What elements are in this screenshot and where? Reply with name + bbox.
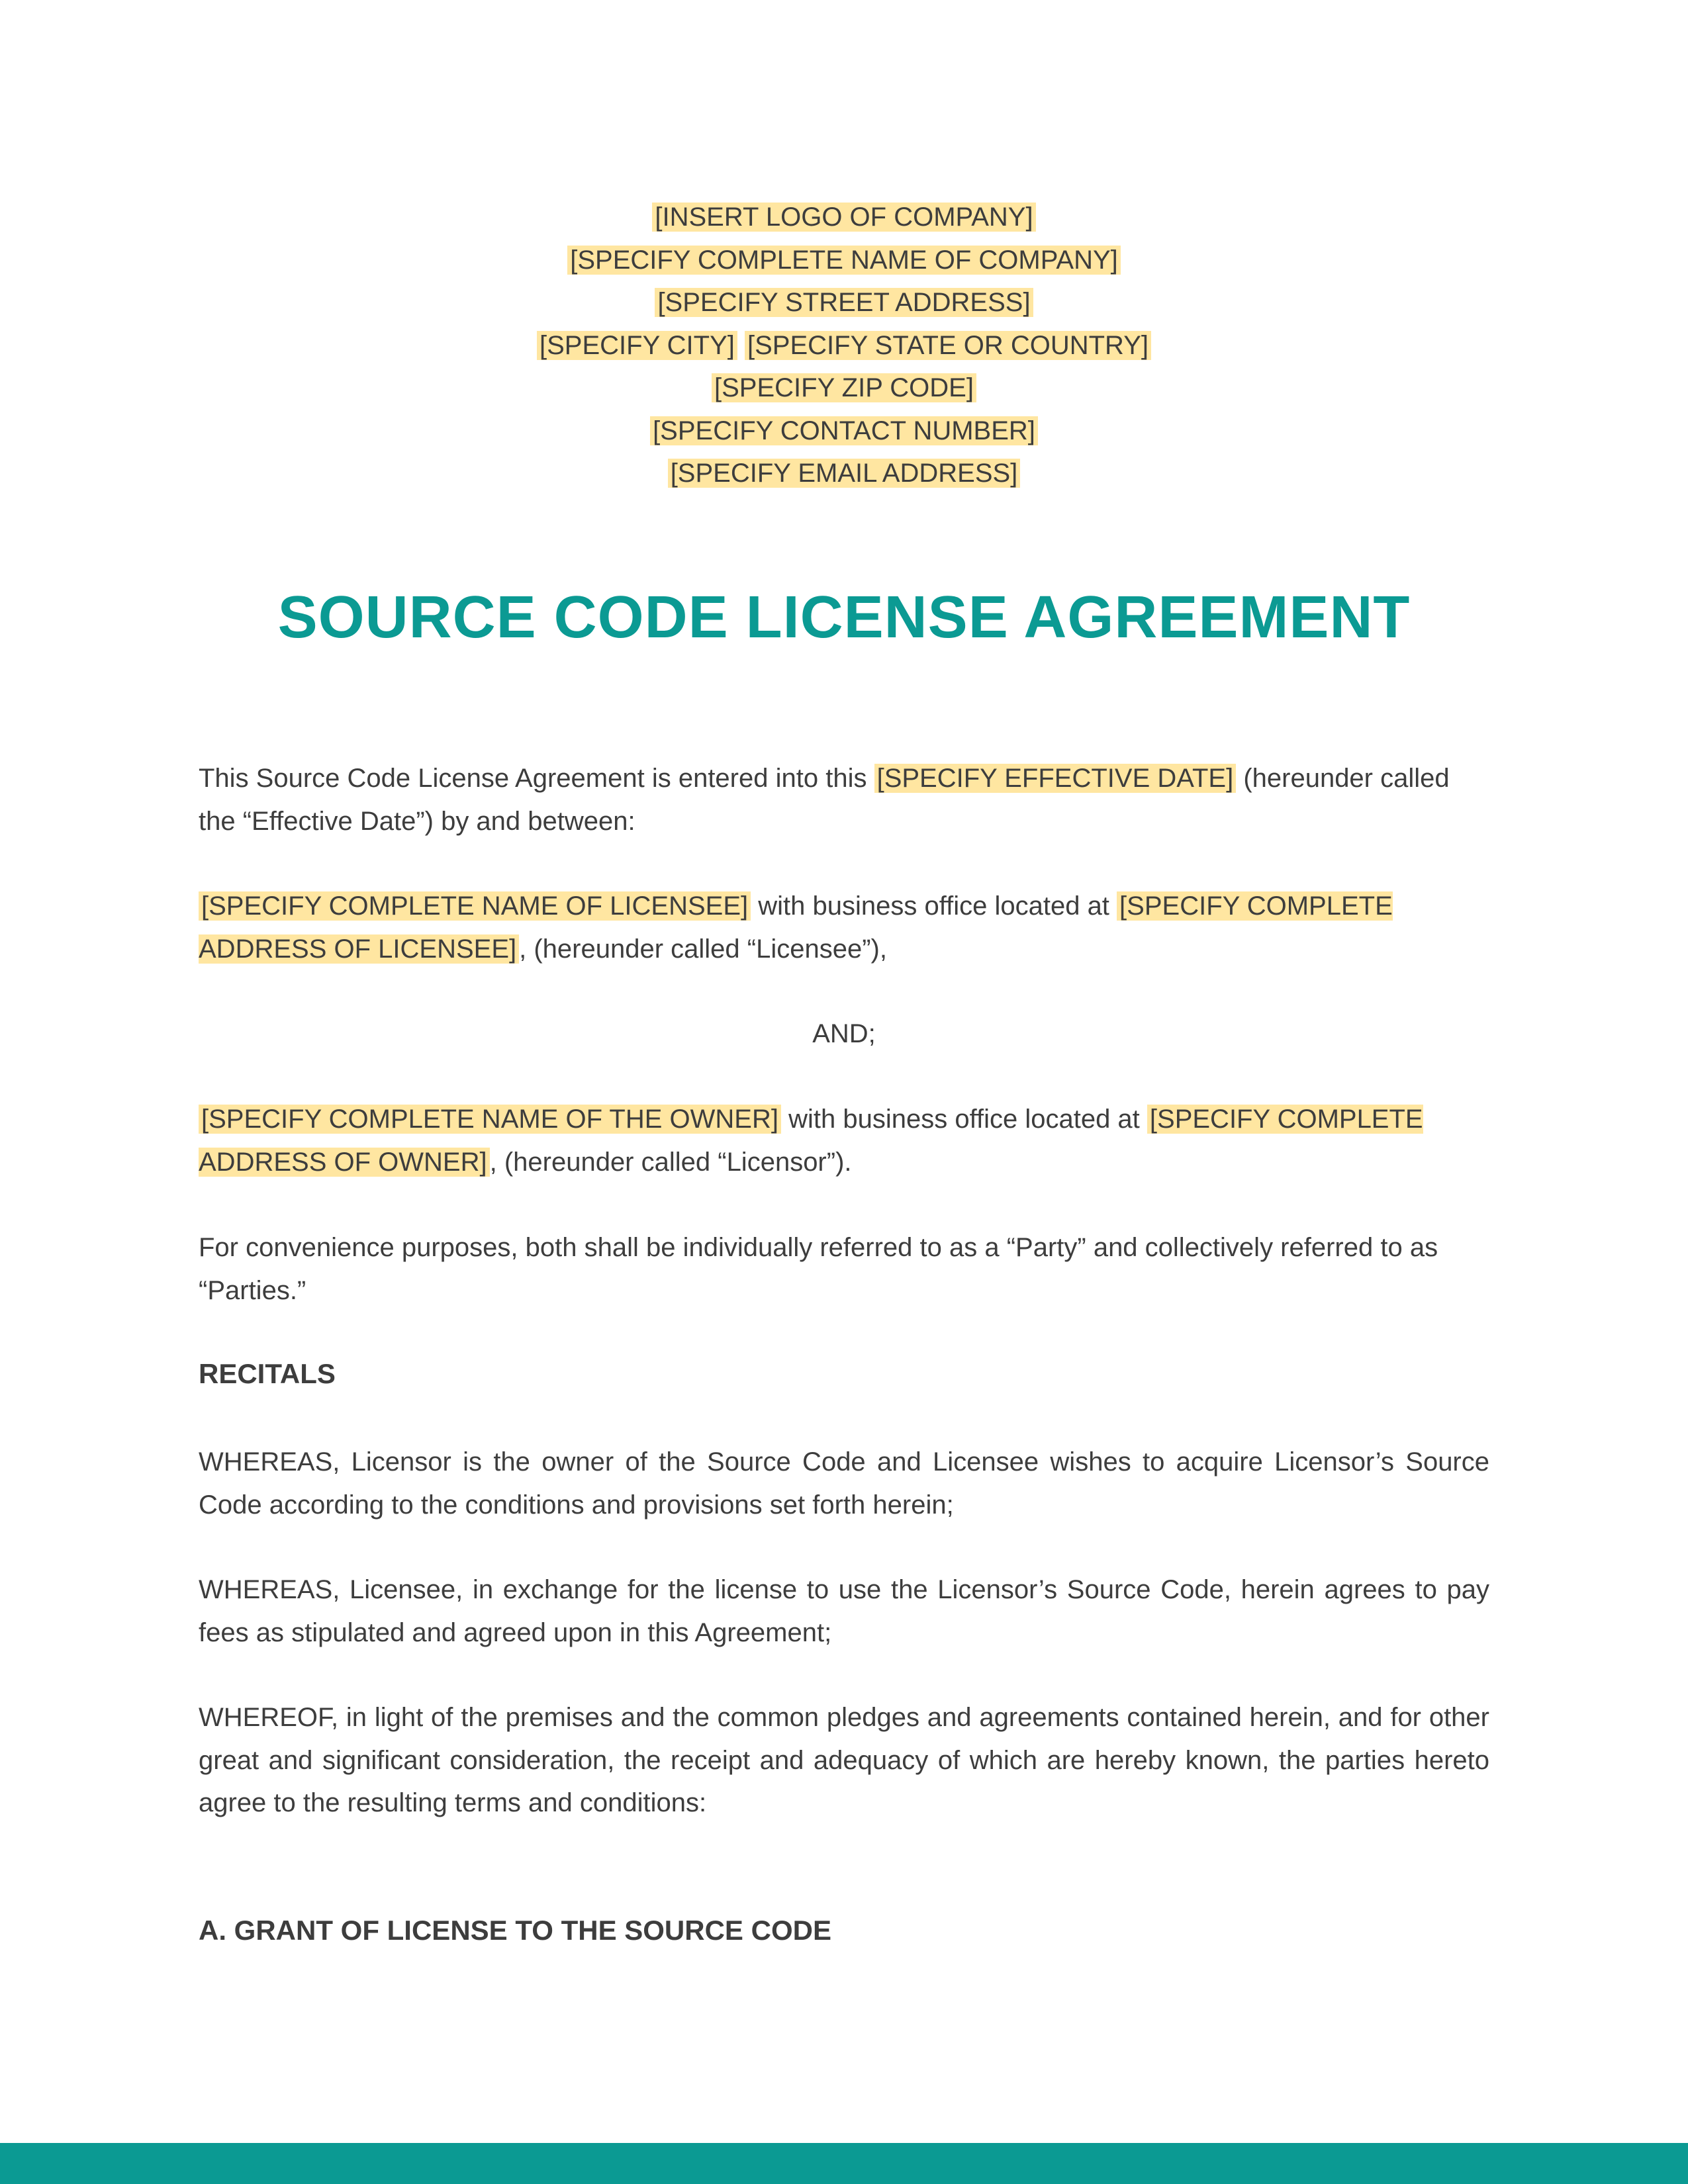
contact-placeholder: [SPECIFY CONTACT NUMBER]	[650, 416, 1038, 445]
section-a-heading: A. GRANT OF LICENSE TO THE SOURCE CODE	[199, 1915, 831, 1946]
email-placeholder: [SPECIFY EMAIL ADDRESS]	[668, 459, 1021, 488]
licensee-paragraph	[199, 885, 1489, 970]
state-placeholder: [SPECIFY STATE OR COUNTRY]	[745, 331, 1151, 360]
licensee-address-placeholder: [SPECIFY COMPLETE ADDRESS OF LICENSEE]	[199, 891, 1393, 964]
recitals-heading: RECITALS	[199, 1358, 336, 1389]
effective-date-placeholder: [SPECIFY EFFECTIVE DATE]	[874, 764, 1237, 793]
licensor-text-mid: with business office located at	[780, 1105, 1147, 1134]
licensee-text-post: , (hereunder called “Licensee”),	[519, 934, 887, 964]
licensor-name-placeholder: [SPECIFY COMPLETE NAME OF THE OWNER]	[199, 1105, 781, 1134]
footer-bar	[0, 2143, 1688, 2184]
street-address-placeholder: [SPECIFY STREET ADDRESS]	[655, 288, 1033, 317]
city-placeholder: [SPECIFY CITY]	[537, 331, 737, 360]
licensor-address-placeholder: [SPECIFY COMPLETE ADDRESS OF OWNER]	[199, 1105, 1423, 1177]
licensee-text-mid: with business office located at	[751, 891, 1117, 921]
logo-placeholder: [INSERT LOGO OF COMPANY]	[652, 203, 1035, 232]
company-header	[0, 196, 1688, 495]
and-separator: AND;	[812, 1019, 876, 1048]
licensee-name-placeholder: [SPECIFY COMPLETE NAME OF LICENSEE]	[199, 891, 751, 921]
zip-placeholder: [SPECIFY ZIP CODE]	[712, 373, 976, 402]
intro-text-post: (hereunder called the “Effective Date”) by and between:	[199, 764, 1450, 836]
intro-text-pre: This Source Code License Agreement is entered into this	[199, 764, 874, 793]
company-name-placeholder: [SPECIFY COMPLETE NAME OF COMPANY]	[567, 246, 1121, 275]
convenience-paragraph: For convenience purposes, both shall be individually referred to as a “Party” and collectively referred to as “Parties.”	[199, 1233, 1438, 1305]
recital-3: WHEREOF, in light of the premises and the common pledges and agreements contained herein, and for other great and significant consideration, the receipt and adequacy of which are hereby known, the parties hereto agree to the resulting terms and conditions:	[199, 1703, 1489, 1817]
intro-paragraph	[199, 757, 1489, 842]
recital-2: WHEREAS, Licensee, in exchange for the license to use the Licensor’s Source Code, herein agrees to pay fees as stipulated and agreed upon in this Agreement;	[199, 1575, 1489, 1647]
document-title: SOURCE CODE LICENSE AGREEMENT	[277, 584, 1411, 651]
licensor-text-post: , (hereunder called “Licensor”).	[489, 1147, 852, 1177]
recital-1: WHEREAS, Licensor is the owner of the Source Code and Licensee wishes to acquire Licensor’s Source Code according to the conditions and provisions set forth herein;	[199, 1447, 1489, 1520]
licensor-paragraph	[199, 1098, 1489, 1183]
